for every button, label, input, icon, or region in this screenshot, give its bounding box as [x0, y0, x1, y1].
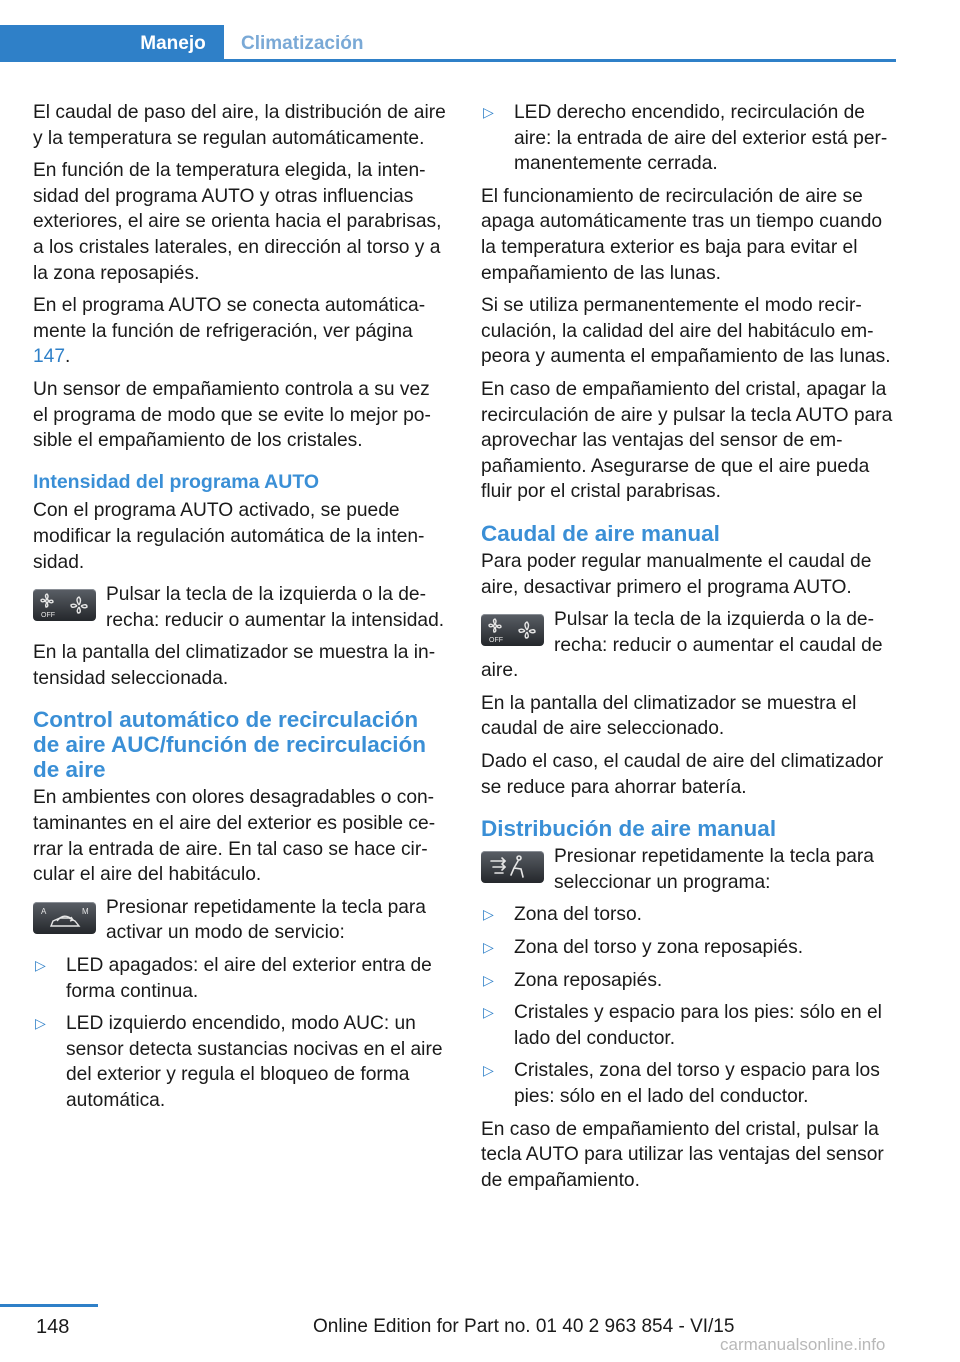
key-description: Presionar repetidamente la tecla para activar un modo de servicio: [106, 896, 426, 944]
section-heading: Control automático de recirculación de aire AUC/función de recirculación de aire [33, 707, 427, 783]
fan-intensity-key-icon [33, 589, 96, 621]
bullet-arrow-icon: ▷ [483, 939, 494, 956]
page-link[interactable]: 147 [33, 346, 66, 368]
watermark: carmanualsonline.info [720, 1335, 886, 1354]
list-item: ▷ Cristales, zona del torso y espacio para los pies: sólo en el lado del conductor. [483, 1060, 880, 1107]
paragraph: En la pantalla del climatizador se muestra el caudal de aire seleccionado. [481, 692, 857, 740]
fan-flow-key-icon [481, 614, 544, 646]
paragraph: En caso de empañamiento del cristal, pulsar la tecla AUTO para utilizar las ventajas del sensor de empañamiento. [481, 1118, 884, 1191]
bullet-arrow-icon: ▷ [483, 971, 494, 988]
svg-text:M: M [82, 906, 89, 916]
paragraph: En caso de empañamiento del cristal, apagar la recirculación de aire y pulsar la tecla AUTO para aprovechar las ventajas del sensor de empañamiento. Asegurarse de que el aire pueda fluir por el cristal parabrisas. [481, 378, 893, 503]
tab-climatizacion[interactable]: Climatización [241, 32, 364, 54]
left-column [33, 100, 447, 1121]
air-distribution-key-icon [481, 851, 544, 883]
key-instruction [33, 582, 447, 633]
bullet-arrow-icon: ▷ [35, 1015, 46, 1032]
key-description: Pulsar la tecla de la izquierda o la derecha: reducir o aumentar la intensidad. [106, 584, 445, 631]
edition-note: Online Edition for Part no. 01 40 2 963 854 - VI/15 [313, 1316, 735, 1337]
right-column [481, 100, 895, 1200]
bullet-arrow-icon: ▷ [483, 906, 494, 923]
recirculation-key-icon [33, 902, 96, 934]
paragraph: En el programa AUTO se conecta automáticamente la función de refrigeración, ver página 147. [33, 295, 426, 368]
key-instruction [481, 844, 895, 895]
section-heading: Intensidad del programa AUTO [33, 470, 320, 493]
footer-rule [0, 1304, 98, 1307]
bullet-arrow-icon: ▷ [483, 104, 494, 120]
paragraph: En ambientes con olores desagradables o contaminantes en el aire del exterior es posible cerrar la entrada de aire. En tal caso se hace circular el aire del habitáculo. [33, 787, 436, 886]
paragraph: Con el programa AUTO activado, se puede modificar la regulación automática de la intensidad. [33, 500, 425, 573]
paragraph: El caudal de paso del aire, la distribución de aire y la temperatura se regulan automáticamente. [33, 102, 446, 149]
header-tab-spacer [0, 25, 122, 62]
svg-text:OFF: OFF [489, 637, 503, 645]
key-description: Presionar repetidamente la tecla para seleccionar un programa: [554, 846, 874, 893]
key-description: Pulsar la tecla de la izquierda o la derecha: reducir o aumentar el caudal de aire. [481, 609, 883, 682]
page-number: 148 [36, 1316, 70, 1338]
bullet-arrow-icon: ▷ [483, 1004, 494, 1021]
list-item: ▷ LED izquierdo encendido, modo AUC: un sensor detecta sustancias nocivas en el aire del exterior y regula el bloqueo de forma automática. [35, 1013, 443, 1111]
key-instruction [481, 607, 895, 684]
svg-text:A: A [41, 906, 47, 916]
tab-manejo[interactable]: Manejo [122, 25, 224, 62]
section-heading: Caudal de aire manual [481, 520, 720, 546]
paragraph: Un sensor de empañamiento controla a su vez el programa de modo que se evite lo mejor posible el empañamiento de los cristales. [33, 378, 431, 452]
list-item: ▷ LED apagados: el aire del exterior entra de forma continua. [35, 955, 432, 1002]
page-header [0, 0, 960, 66]
led-mode-list-continued [481, 100, 895, 177]
paragraph: Para poder regular manualmente el caudal de aire, desactivar primero el programa AUTO. [481, 550, 872, 598]
paragraph: En función de la temperatura elegida, la intensidad del programa AUTO y otras influencias exteriores, el aire se orienta hacia el parabrisas, a los cristales laterales, en dirección al torso y a la zona reposapiés. [33, 160, 442, 284]
list-item: ▷ LED derecho encendido, recirculación de aire: la entrada de aire del exterior está permanentemente cerrada. [483, 102, 888, 175]
distribution-program-list [481, 902, 895, 1109]
list-item: ▷ Zona reposapiés. [481, 968, 895, 994]
paragraph: Si se utiliza permanentemente el modo recirculación, la calidad del aire del habitáculo empeora y aumenta el empañamiento de las lunas. [481, 295, 891, 368]
list-item: ▷ Cristales y espacio para los pies: sólo en el lado del conductor. [483, 1002, 882, 1049]
paragraph: El funcionamiento de recirculación de aire se apaga automáticamente tras un tiempo cuando la temperatura exterior es baja para evitar el empañamiento de las lunas. [481, 185, 883, 284]
svg-text:OFF: OFF [41, 612, 55, 620]
led-mode-list [33, 953, 447, 1114]
list-item: ▷ Zona del torso. [481, 902, 895, 928]
paragraph: Dado el caso, el caudal de aire del climatizador se reduce para ahorrar batería. [481, 751, 884, 798]
bullet-arrow-icon: ▷ [483, 1062, 494, 1079]
paragraph: En la pantalla del climatizador se muestra la intensidad seleccionada. [33, 642, 436, 689]
list-item: ▷ Zona del torso y zona reposapiés. [481, 935, 895, 961]
section-heading: Distribución de aire manual [481, 816, 777, 842]
bullet-arrow-icon: ▷ [35, 957, 46, 974]
header-rule [0, 59, 896, 62]
key-instruction [33, 895, 447, 946]
